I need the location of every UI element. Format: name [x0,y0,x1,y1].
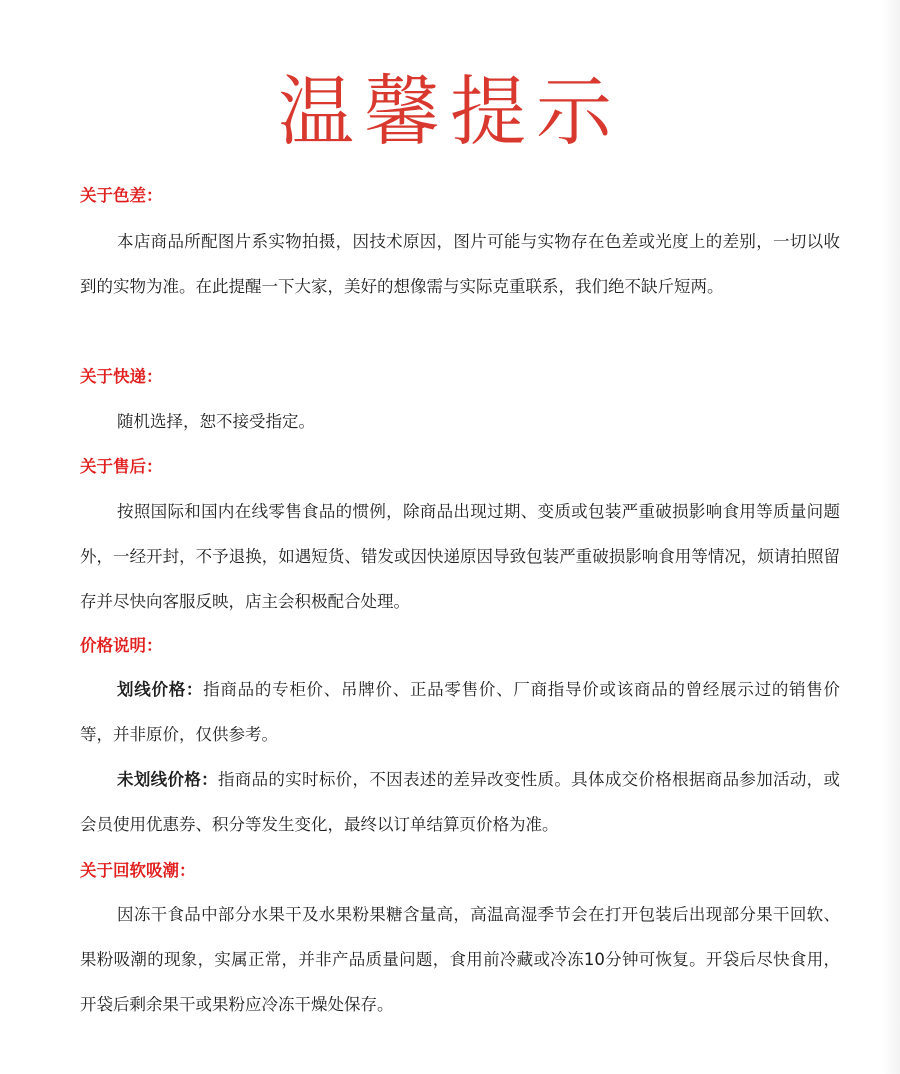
page-title: 温馨提示 [278,67,622,156]
section-text-after-sales [80,489,840,624]
section-text-uncrossed-price [80,757,840,847]
paragraph-text: 指商品的专柜价、吊牌价、正品零售价、厂商指导价或该商品的曾经展示过的销售价等，并非原价，仅供参考。 [80,680,841,744]
paragraph-text: 指商品的实时标价，不因表述的差异改变性质。具体成交价格根据商品参加活动，或会员使用优惠券、积分等发生变化，最终以订单结算页价格为准。 [80,770,841,834]
paragraph-lead: 划线价格： [117,680,204,699]
section-heading-moisture: 关于回软吸潮： [80,861,196,880]
paragraph-text: 因冻干食品中部分水果干及水果粉果糖含量高，高温高湿季节会在打开包装后出现部分果干回软、果粉吸潮的现象，实属正常，并非产品质量问题，食用前冷藏或冷冻10分钟可恢复。开袋后尽快食用，开袋后剩余果干或果粉应冷冻干燥处保存。 [80,905,840,1014]
paragraph-text: 按照国际和国内在线零售食品的惯例，除商品出现过期、变质或包装严重破损影响食用等质量问题外，一经开封，不予退换，如遇短货、错发或因快递原因导致包装严重破损影响食用等情况，烦请拍照留存并尽快向客服反映，店主会积极配合处理。 [80,502,840,611]
section-text-color-difference [80,219,840,309]
section-text-moisture [80,892,840,1027]
paragraph-lead: 未划线价格： [117,770,218,789]
section-text-express [80,399,840,444]
right-edge-shade [882,0,900,1074]
section-heading-price: 价格说明： [80,636,163,655]
section-text-crossed-price [80,667,840,757]
section-heading-after-sales: 关于售后： [80,457,163,476]
section-heading-color-difference: 关于色差： [80,186,163,205]
paragraph-text: 随机选择，恕不接受指定。 [117,412,315,431]
paragraph-text: 本店商品所配图片系实物拍摄，因技术原因，图片可能与实物存在色差或光度上的差别，一切以收到的实物为准。在此提醒一下大家，美好的想像需与实际克重联系，我们绝不缺斤短两。 [80,232,840,296]
section-heading-express: 关于快递： [80,367,163,386]
